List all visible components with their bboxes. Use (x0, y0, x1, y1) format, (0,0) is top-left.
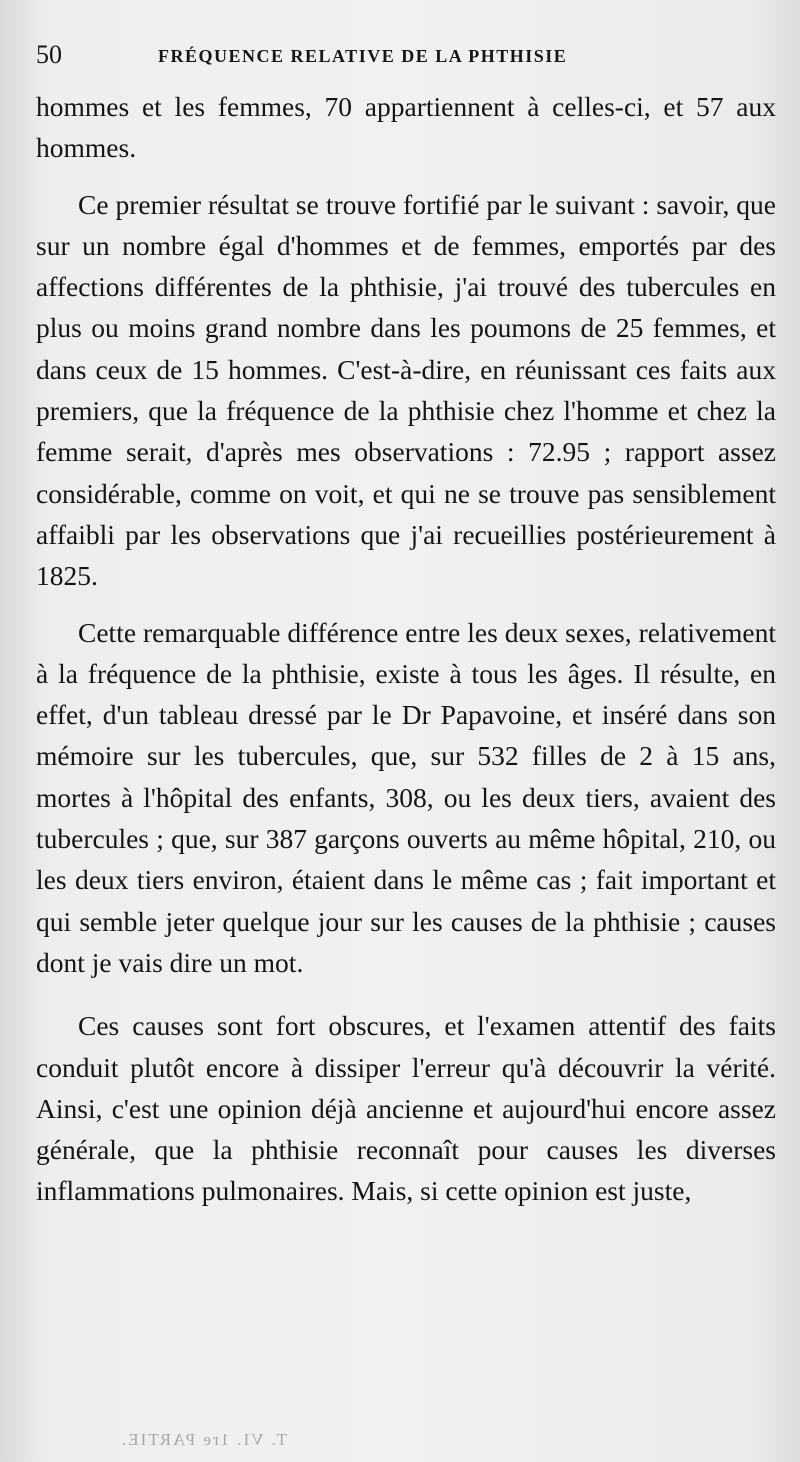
paragraph-causes-obscures: Ces causes sont fort obscures, et l'examen attentif des faits conduit plutôt encore à dissiper l'erreur qu'à découvrir la vérité. Ainsi, c'est une opinion déjà ancienne et aujourd'hui encore assez générale, que la phthisie reconnaît pour causes les diverses inflammations pulmonaires. Mais, si cette opinion est juste, (36, 1010, 776, 1207)
paragraph-premier-resultat: Ce premier résultat se trouve fortifié par le suivant : savoir, que sur un nombre égal d'hommes et de femmes, emportés par des affections différentes de la phthisie, j'ai trouvé des tubercules en plus ou moins grand nombre dans les poumons de 25 femmes, et dans ceux de 15 hommes. C'est-à-dire, en réunissant ces faits aux premiers, que la fréquence de la phthisie chez l'homme et chez la femme serait, d'après mes observations : 72.95 ; rapport assez considérable, comme on voit, et qui ne se trouve pas sensiblement affaibli par les observations que j'ai recueillies postérieurement à 1825. (36, 188, 776, 592)
running-head: FRÉQUENCE RELATIVE DE LA PHTHISIE (158, 46, 568, 66)
paragraph-remarquable-difference: Cette remarquable différence entre les deux sexes, relativement à la fréquence de la phthisie, existe à tous les âges. Il résulte, en effet, d'un tableau dressé par le Dr Papavoine, et inséré dans son mémoire sur les tubercules, que, sur 532 filles de 2 à 15 ans, mortes à l'hôpital des enfants, 308, ou les deux tiers, avaient des tubercules ; que, sur 387 garçons ouverts au même hôpital, 210, ou les deux tiers environ, étaient dans le même cas ; fait important et qui semble jeter quelque jour sur les causes de la phthisie ; causes dont je vais dire un mot. (36, 616, 776, 978)
page-number: 50 (36, 40, 62, 69)
paragraph-continued: hommes et les femmes, 70 appartiennent à celles-ci, et 57 aux hommes. (36, 91, 776, 164)
signature-mark: T. VI. 1re PARTIE. (120, 1430, 287, 1449)
show-through-text (20, 10, 26, 38)
body-text (36, 86, 776, 1212)
page-header (36, 38, 776, 74)
